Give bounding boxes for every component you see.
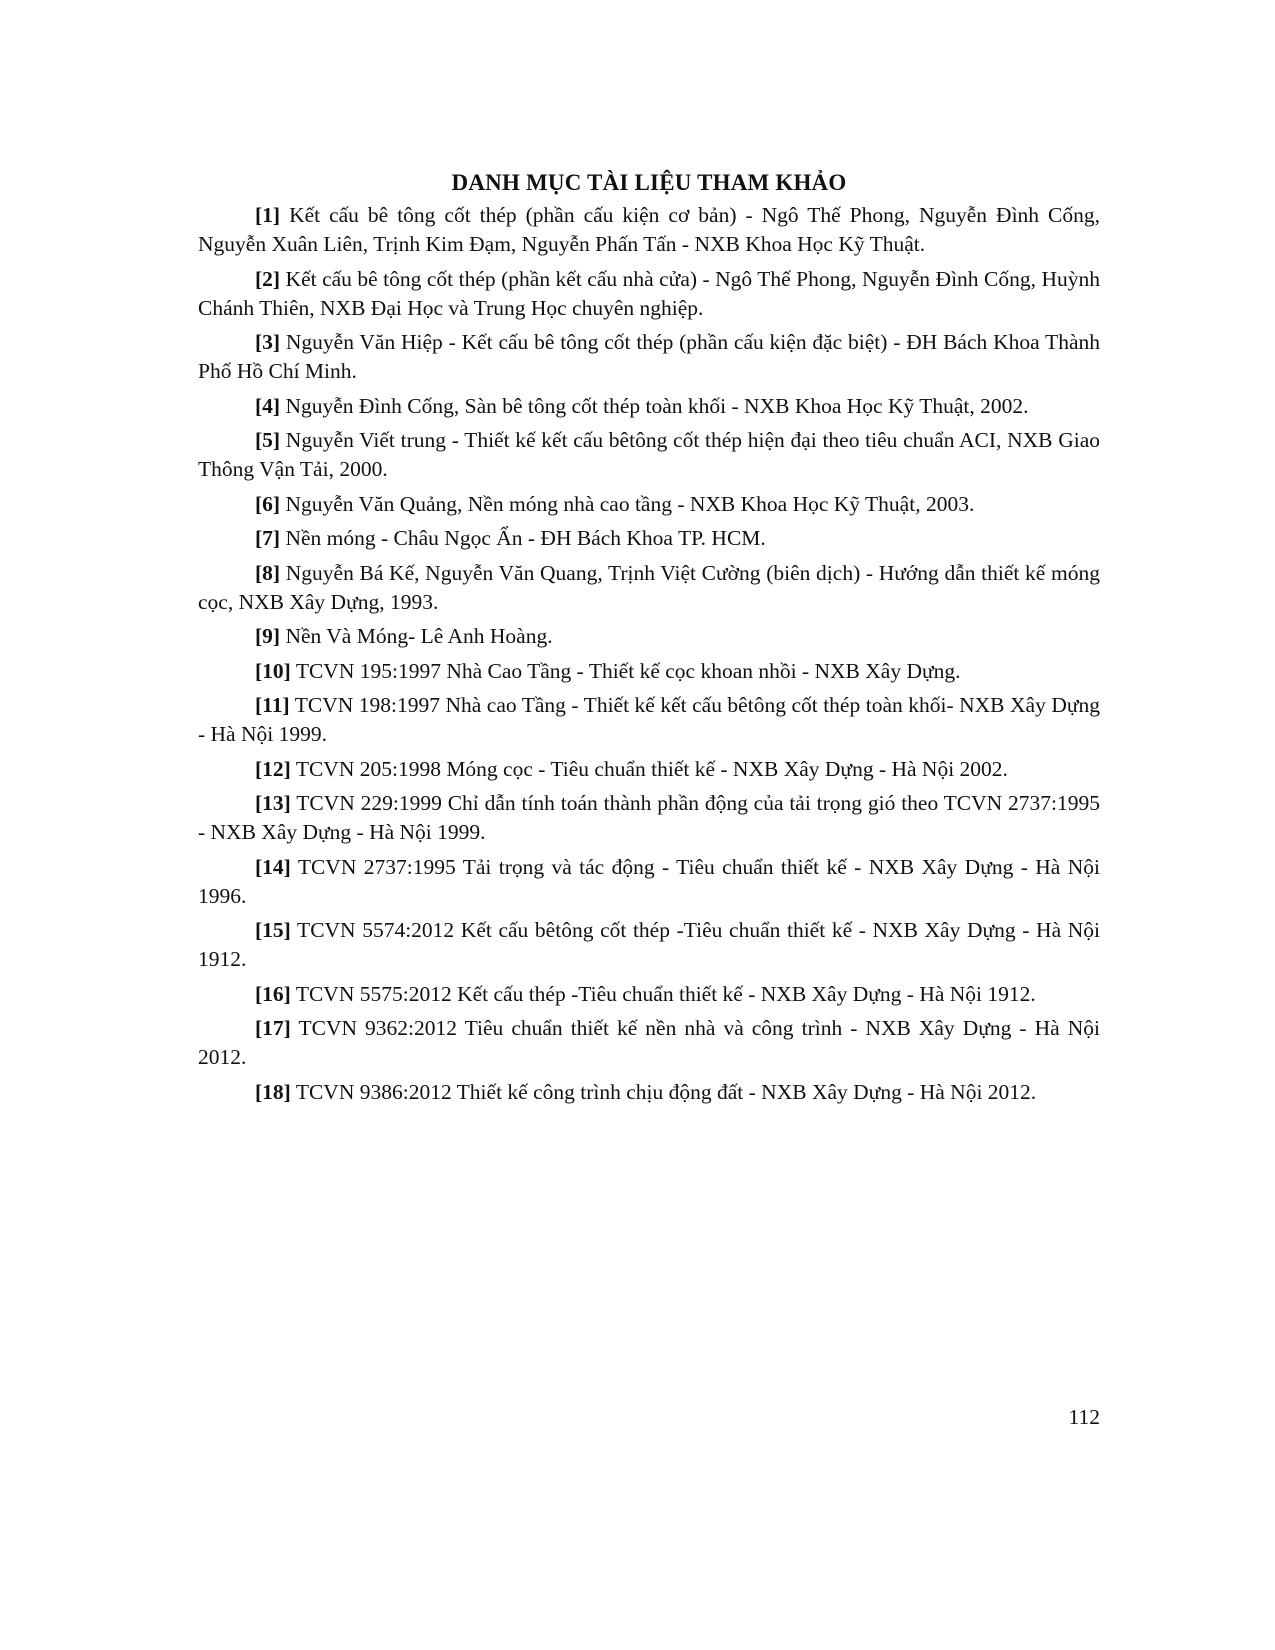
reference-number: [12] [255, 756, 291, 781]
reference-text: Nền móng - Châu Ngọc Ẩn - ĐH Bách Khoa TP. HCM. [280, 526, 766, 550]
reference-text: TCVN 9386:2012 Thiết kế công trình chịu động đất - NXB Xây Dựng - Hà Nội 2012. [290, 1079, 1037, 1104]
reference-item [198, 755, 1100, 784]
reference-number: [8] [255, 560, 281, 585]
reference-text: TCVN 5574:2012 Kết cấu bêtông cốt thép -Tiêu chuẩn thiết kế - NXB Xây Dựng - Hà Nội 1912. [198, 918, 1100, 971]
reference-text: Nền Và Móng- Lê Anh Hoàng. [280, 624, 553, 648]
reference-item [198, 328, 1100, 386]
reference-text: TCVN 2737:1995 Tải trọng và tác động - Tiêu chuẩn thiết kế - NXB Xây Dựng - Hà Nội 1996. [198, 854, 1100, 908]
reference-number: [5] [255, 428, 281, 452]
page-title: DANH MỤC TÀI LIỆU THAM KHẢO [451, 170, 847, 195]
reference-item [198, 1078, 1100, 1107]
reference-number: [1] [255, 203, 281, 227]
reference-item [198, 789, 1100, 847]
reference-text: TCVN 229:1999 Chỉ dẫn tính toán thành phần động của tải trọng gió theo TCVN 2737:1995 - NXB Xây Dựng - Hà Nội 1999. [198, 791, 1100, 844]
reference-text: Nguyễn Bá Kế, Nguyễn Văn Quang, Trịnh Việt Cường (biên dịch) - Hướng dẫn thiết kế móng cọc, NXB Xây Dựng, 1993. [198, 560, 1100, 614]
reference-item [198, 524, 1100, 553]
reference-text: Nguyễn Viết trung - Thiết kế kết cấu bêtông cốt thép hiện đại theo tiêu chuẩn ACI, NXB Giao Thông Vận Tải, 2000. [198, 428, 1100, 481]
reference-item [198, 201, 1100, 259]
reference-text: Kết cấu bê tông cốt thép (phần kết cấu nhà cửa) - Ngô Thế Phong, Nguyễn Đình Cống, Huỳnh Chánh Thiên, NXB Đại Học và Trung Học chuyên nghiệp. [198, 266, 1100, 320]
reference-number: [9] [255, 624, 281, 648]
reference-number: [11] [255, 693, 290, 717]
reference-item [198, 853, 1100, 911]
reference-number: [4] [255, 393, 281, 418]
reference-item [198, 426, 1100, 484]
reference-number: [6] [255, 491, 281, 516]
reference-item [198, 392, 1100, 421]
reference-number: [14] [255, 854, 291, 879]
reference-number: [17] [255, 1016, 291, 1040]
reference-number: [2] [255, 266, 281, 291]
reference-text: Nguyễn Văn Quảng, Nền móng nhà cao tầng - NXB Khoa Học Kỹ Thuật, 2003. [280, 491, 975, 516]
reference-item [198, 622, 1100, 651]
reference-number: [3] [255, 330, 281, 354]
reference-number: [16] [255, 981, 291, 1006]
reference-text: TCVN 198:1997 Nhà cao Tầng - Thiết kế kết cấu bêtông cốt thép toàn khối- NXB Xây Dựng - Hà Nội 1999. [198, 693, 1100, 746]
reference-item [198, 490, 1100, 519]
reference-list [198, 201, 1100, 1112]
reference-text: Nguyễn Đình Cống, Sàn bê tông cốt thép toàn khối - NXB Khoa Học Kỹ Thuật, 2002. [280, 393, 1029, 418]
reference-text: TCVN 205:1998 Móng cọc - Tiêu chuẩn thiết kế - NXB Xây Dựng - Hà Nội 2002. [290, 756, 1008, 781]
reference-item [198, 265, 1100, 323]
reference-number: [15] [255, 918, 291, 942]
reference-number: [18] [255, 1079, 291, 1104]
reference-number: [7] [255, 526, 281, 550]
reference-item [198, 691, 1100, 749]
reference-item [198, 1014, 1100, 1072]
reference-item [198, 559, 1100, 617]
reference-text: TCVN 5575:2012 Kết cấu thép -Tiêu chuẩn thiết kế - NXB Xây Dựng - Hà Nội 1912. [290, 981, 1036, 1006]
reference-text: Kết cấu bê tông cốt thép (phần cấu kiện cơ bản) - Ngô Thế Phong, Nguyễn Đình Cống, Nguyễn Xuân Liên, Trịnh Kim Đạm, Nguyễn Phấn Tấn - NXB Khoa Học Kỹ Thuật. [198, 203, 1100, 256]
reference-text: TCVN 9362:2012 Tiêu chuẩn thiết kế nền nhà và công trình - NXB Xây Dựng - Hà Nội 2012. [198, 1016, 1100, 1069]
reference-item [198, 980, 1100, 1009]
reference-number: [10] [255, 658, 291, 683]
reference-item [198, 657, 1100, 686]
page-number: 112 [1068, 1405, 1100, 1429]
reference-text: TCVN 195:1997 Nhà Cao Tầng - Thiết kế cọc khoan nhồi - NXB Xây Dựng. [290, 658, 961, 683]
reference-text: Nguyễn Văn Hiệp - Kết cấu bê tông cốt thép (phần cấu kiện đặc biệt) - ĐH Bách Khoa Thành Phố Hồ Chí Minh. [198, 330, 1100, 383]
reference-number: [13] [255, 791, 291, 815]
reference-item [198, 916, 1100, 974]
